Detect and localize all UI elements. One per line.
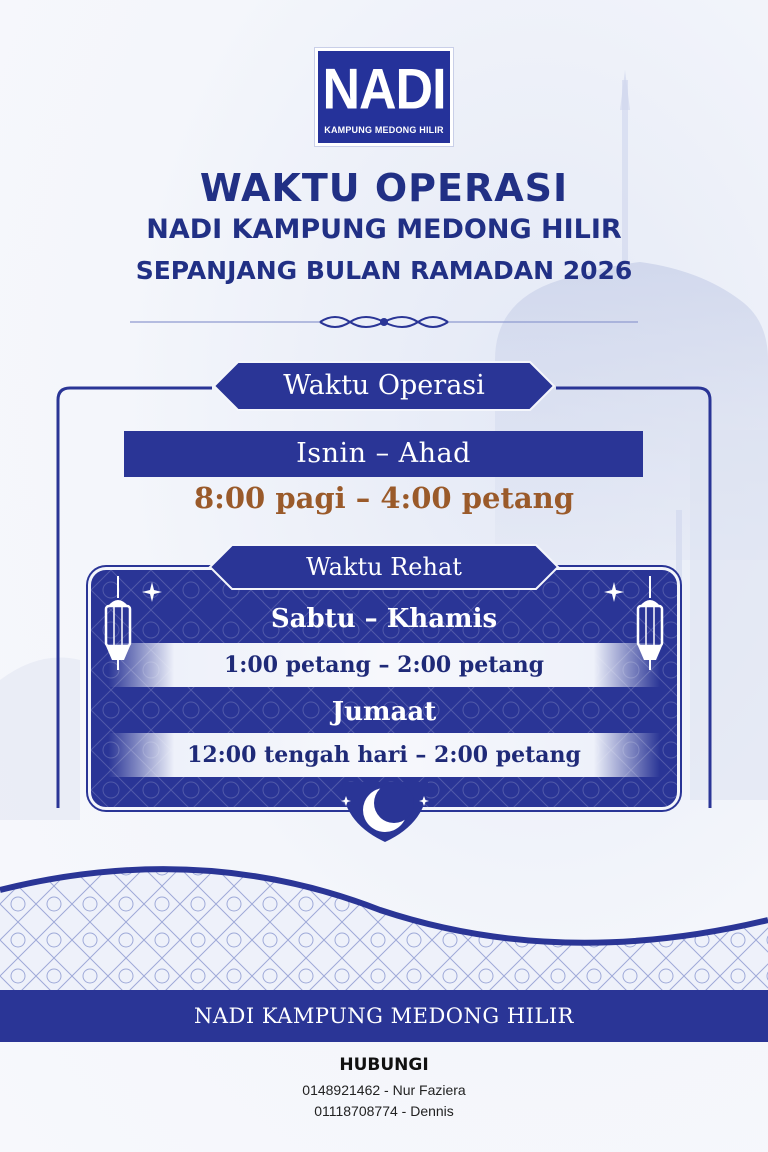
page-title: WAKTU OPERASI [199, 166, 569, 210]
rest-time-2: 12:00 tengah hari – 2:00 petang [108, 733, 660, 777]
contact-title: HUBUNGI [339, 1055, 429, 1075]
sparkle-icon [142, 582, 162, 602]
operation-badge [212, 360, 556, 412]
crescent-moon-icon [330, 782, 440, 844]
page-subtitle: NADI KAMPUNG MEDONG HILIR [146, 214, 622, 245]
rest-day-1: Sabtu – Khamis [270, 604, 498, 634]
logo-name: NADI [322, 58, 446, 122]
contact-line: 0148921462 - Nur Faziera [302, 1082, 466, 1098]
rest-day-2: Jumaat [331, 697, 437, 727]
operation-hours: 8:00 pagi – 4:00 petang [193, 481, 574, 515]
lantern-left-icon [100, 576, 136, 676]
footer-name-bar: NADI KAMPUNG MEDONG HILIR [0, 990, 768, 1042]
page-period: SEPANJANG BULAN RAMADAN 2026 [135, 256, 633, 285]
ornament-divider-icon [130, 310, 638, 334]
rest-badge-label: Waktu Rehat [306, 553, 462, 581]
operation-badge-label: Waktu Operasi [283, 370, 485, 401]
rest-time-1: 1:00 petang – 2:00 petang [108, 643, 660, 687]
sparkle-icon [604, 582, 624, 602]
contact-line: 01118708774 - Dennis [314, 1103, 454, 1119]
wave-pattern-icon [0, 850, 768, 1000]
nadi-logo [315, 48, 453, 146]
operation-days-bar: Isnin – Ahad [124, 431, 643, 477]
lantern-right-icon [632, 576, 668, 676]
logo-subtitle: KAMPUNG MEDONG HILIR [324, 125, 444, 135]
rest-badge [208, 543, 560, 591]
